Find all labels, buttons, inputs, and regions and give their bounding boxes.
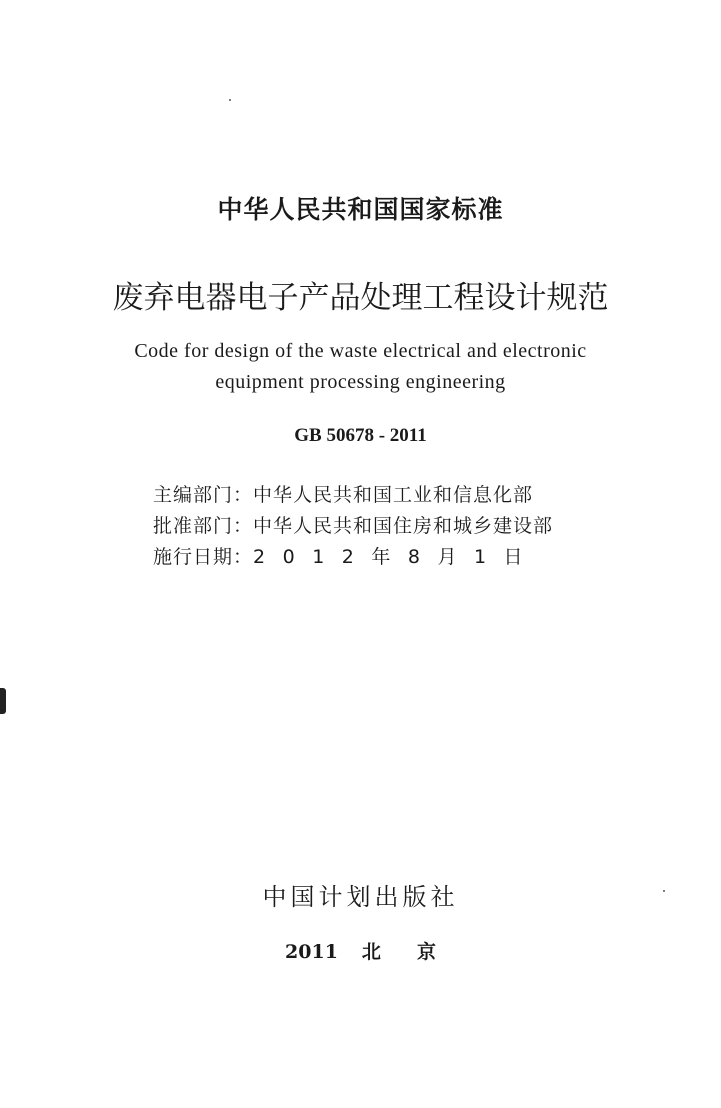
publication-year: 2011 (285, 941, 338, 963)
title-chinese: 废弃电器电子产品处理工程设计规范 (112, 280, 609, 316)
effective-label: 施行日期： (153, 546, 254, 568)
editor-department (153, 480, 533, 507)
publisher: 中国计划出版社 (262, 883, 459, 911)
approver-value: 中华人民共和国住房和城乡建设部 (253, 515, 554, 537)
title-english-line-1: Code for design of the waste electrical and electronic (134, 340, 587, 362)
publication-line (0, 937, 721, 964)
editor-label: 主编部门： (153, 484, 254, 506)
effective-date (153, 542, 540, 569)
title-english-line-2: equipment processing engineering (215, 371, 506, 393)
effective-value: 2012年8月1日 (253, 546, 541, 568)
approver-label: 批准部门： (153, 515, 254, 537)
scan-speck (229, 99, 231, 101)
standard-code: GB 50678 - 2011 (294, 425, 427, 446)
editor-value: 中华人民共和国工业和信息化部 (253, 484, 534, 506)
approver-department (153, 511, 553, 538)
publication-city-2: 京 (416, 941, 436, 963)
publication-city-1: 北 (361, 941, 381, 963)
standard-series: 中华人民共和国国家标准 (217, 195, 504, 224)
scan-edge-mark (0, 688, 6, 714)
